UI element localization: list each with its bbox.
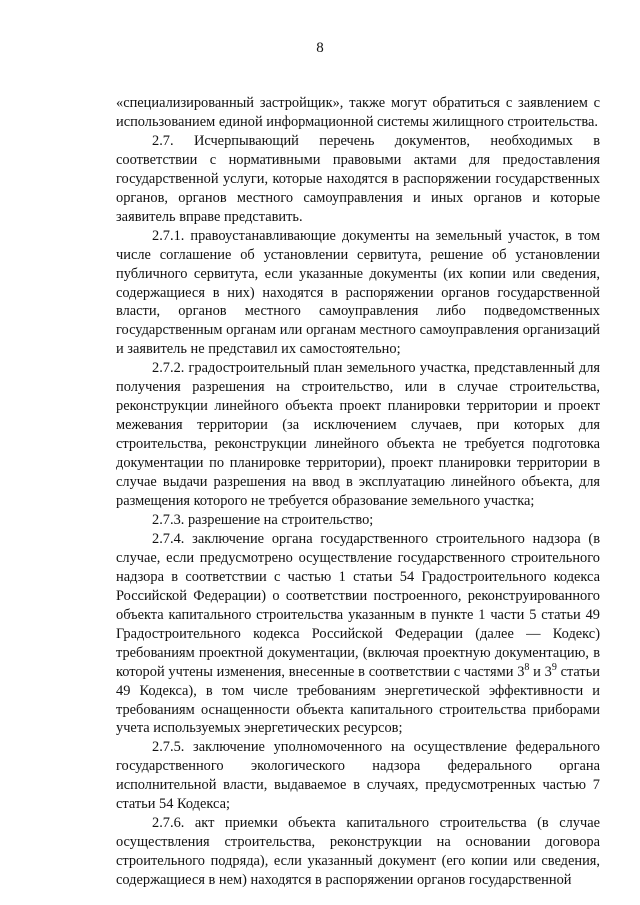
paragraph-2-7-4-text-c: статьи 49 Кодекса), в том числе требованиям энергетической эффективности и требованиям оснащенности объекта капитального строительства приборами учета используемых энергетических ресурсов; xyxy=(116,663,600,737)
superscript-9: 9 xyxy=(551,661,557,673)
paragraph-2-7-2: 2.7.2. градостроительный план земельного участка, представленный для получения разрешения на строительство, или в случае строительства, реконструкции линейного объекта проект планировки территории и проект межевания территории (за исключением случаев, при которых для строительства, реконструкции линейного объекта не требуется подготовка документации по планировке территории), проект планировки территории в случае выдачи разрешения на ввод в эксплуатацию линейного объекта, для размещения которого не требуется образование земельного участка; xyxy=(116,360,600,510)
paragraph-2-7-4-text-b: и 3 xyxy=(529,663,552,680)
page-number: 8 xyxy=(316,40,324,56)
paragraph-continuation: «специализированный застройщик», также могут обратиться с заявлением с использованием единой информационной системы жилищного строительства. xyxy=(116,95,600,130)
paragraph-2-7-5: 2.7.5. заключение уполномоченного на осуществление федерального государственного экологического надзора федерального органа исполнительной власти, выдаваемое в случаях, предусмотренных частью 7 статьи 54 Кодекса; xyxy=(116,739,600,813)
superscript-8: 8 xyxy=(524,661,530,673)
paragraph-2-7-1: 2.7.1. правоустанавливающие документы на земельный участок, в том числе соглашение об установлении сервитута, решение об установлении публичного сервитута, если указанные документы (их копии или сведения, содержащиеся в них) находятся в распоряжении органов государственной власти, органов местного самоуправления либо подведомственных государственным органам или органам местного самоуправления организаций и заявитель не представил их самостоятельно; xyxy=(116,227,600,358)
document-body xyxy=(116,94,600,890)
paragraph-2-7-4-text-a: 2.7.4. заключение органа государственного строительного надзора (в случае, если предусмотрено осуществление государственного строительного надзора в соответствии с частью 1 статьи 54 Градостроительного кодекса Российской Федерации) о соответствии построенного, реконструированного объекта капитального строительства указанным в пункте 1 части 5 статьи 49 Градостроительного кодекса Российской Федерации (далее — Кодекс) требованиям проектной документации, (включая проектную документацию, в которой учтены изменения, внесенные в соответствии с частями 3 xyxy=(116,530,600,680)
paragraph-2-7-4 xyxy=(116,530,600,738)
paragraph-2-7-3: 2.7.3. разрешение на строительство; xyxy=(152,511,374,528)
paragraph-2-7: 2.7. Исчерпывающий перечень документов, необходимых в соответствии с нормативными правовыми актами для предоставления государственной услуги, которые находятся в распоряжении государственных органов, органов местного самоуправления и иных органов и которые заявитель вправе представить. xyxy=(116,132,600,225)
paragraph-2-7-6: 2.7.6. акт приемки объекта капитального строительства (в случае осуществления строительства, реконструкции на основании договора строительного подряда), если указанный документ (его копии или сведения, содержащиеся в нем) находятся в распоряжении органов государственной xyxy=(116,815,600,889)
